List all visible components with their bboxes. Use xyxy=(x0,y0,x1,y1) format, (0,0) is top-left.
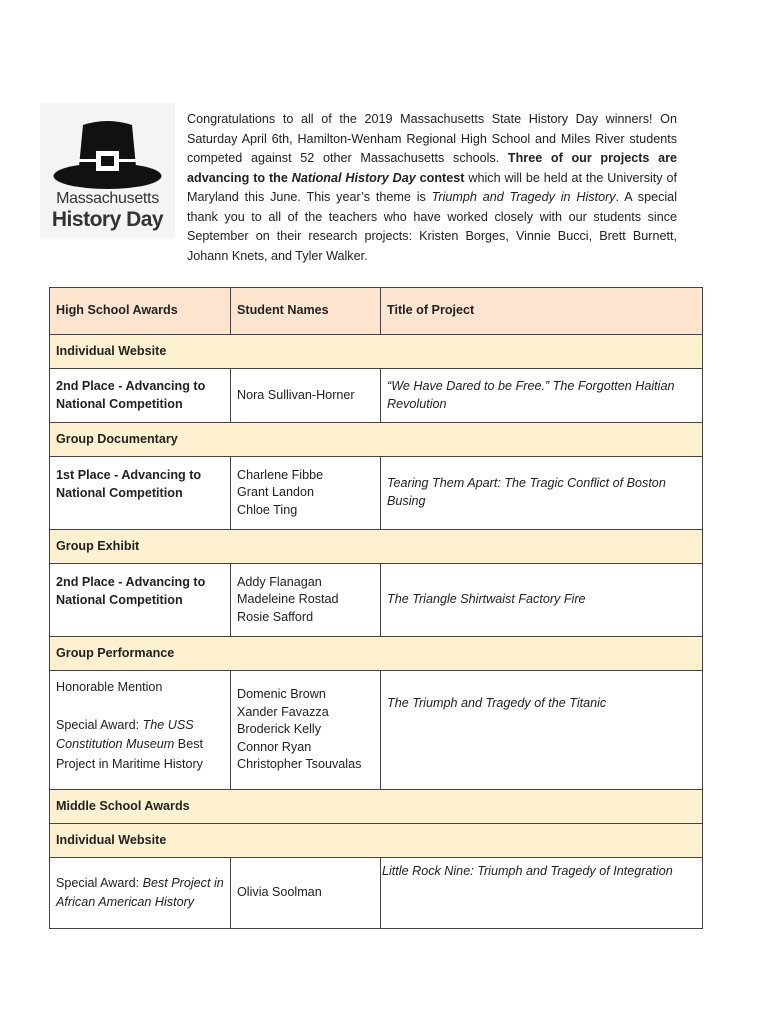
award-suffix: Best Project in Maritime History xyxy=(56,737,203,771)
table-header-row xyxy=(50,288,703,335)
logo-line-2: History Day xyxy=(51,208,164,231)
massachusetts-history-day-logo xyxy=(40,103,175,238)
table-row xyxy=(50,564,703,637)
students-cell: Domenic Brown Xander Favazza Broderick Kelly Connor Ryan Christopher Tsouvalas xyxy=(231,671,381,790)
pilgrim-hat-icon xyxy=(52,113,163,191)
section-row xyxy=(50,824,703,858)
award-prefix: Special Award: xyxy=(56,717,143,732)
section-row xyxy=(50,423,703,457)
intro-bold-2: contest xyxy=(415,170,465,185)
section-label: Group Performance xyxy=(50,637,703,671)
award-cell xyxy=(50,671,231,790)
intro-text-1: Congratulations to all of the 2019 Massachusetts State History Day winners! On Saturday April 6th, Hamilton-Wenham Regional High School and Miles River students competed against 52 other Massachusetts schools. xyxy=(187,112,677,165)
header-title-of-project: Title of Project xyxy=(381,288,703,335)
logo-line-1: Massachusetts xyxy=(56,190,159,207)
awards-table xyxy=(49,287,703,929)
section-row xyxy=(50,335,703,369)
award-italic: Best Project in African American History xyxy=(56,875,224,909)
header-high-school-awards: High School Awards xyxy=(50,288,231,335)
intro-paragraph xyxy=(187,110,677,266)
award-cell: 1st Place - Advancing to National Competition xyxy=(50,457,231,530)
students-cell: Addy Flanagan Madeleine Rostad Rosie Safford xyxy=(231,564,381,637)
project-title-cell: The Triangle Shirtwaist Factory Fire xyxy=(381,564,703,637)
award-cell: 2nd Place - Advancing to National Competition xyxy=(50,564,231,637)
intro-text-3: . A special thank you to all of the teachers who have worked closely with our students since September on their research projects: Kristen Borges, Vinnie Bucci, Brett Burnett, Johann Knets, and Tyler Walker. xyxy=(187,190,677,263)
section-row xyxy=(50,530,703,564)
table-row xyxy=(50,369,703,423)
intro-text-2: which will be held at the University of Maryland this June. This year’s theme is xyxy=(187,170,678,204)
section-label: Group Exhibit xyxy=(50,530,703,564)
students-cell: Olivia Soolman xyxy=(231,858,381,929)
middle-school-awards-label: Middle School Awards xyxy=(50,790,703,824)
section-label: Group Documentary xyxy=(50,423,703,457)
table-row xyxy=(50,858,703,929)
section-label: Individual Website xyxy=(50,824,703,858)
section-row xyxy=(50,637,703,671)
table-row xyxy=(50,457,703,530)
students-cell: Nora Sullivan-Horner xyxy=(231,369,381,423)
project-title-cell: “We Have Dared to be Free.” The Forgotten Haitian Revolution xyxy=(381,369,703,423)
students-cell: Charlene Fibbe Grant Landon Chloe Ting xyxy=(231,457,381,530)
award-italic: The USS Constitution Museum xyxy=(56,717,194,751)
table-row xyxy=(50,671,703,790)
award-cell xyxy=(50,858,231,929)
header-student-names: Student Names xyxy=(231,288,381,335)
section-row xyxy=(50,790,703,824)
project-title-cell: The Triumph and Tragedy of the Titanic xyxy=(381,671,703,790)
intro-theme: Triumph and Tragedy in History xyxy=(431,190,616,204)
project-title-cell: Tearing Them Apart: The Tragic Conflict of Boston Busing xyxy=(381,457,703,530)
award-cell: 2nd Place - Advancing to National Competition xyxy=(50,369,231,423)
award-prefix: Special Award: xyxy=(56,875,143,890)
intro-bold-italic: National History Day xyxy=(291,170,416,185)
section-label: Individual Website xyxy=(50,335,703,369)
intro-bold-1: Three of our projects are advancing to the xyxy=(187,151,677,185)
project-title-cell: Little Rock Nine: Triumph and Tragedy of Integration xyxy=(381,858,703,929)
award-line-1: Honorable Mention xyxy=(56,680,163,694)
